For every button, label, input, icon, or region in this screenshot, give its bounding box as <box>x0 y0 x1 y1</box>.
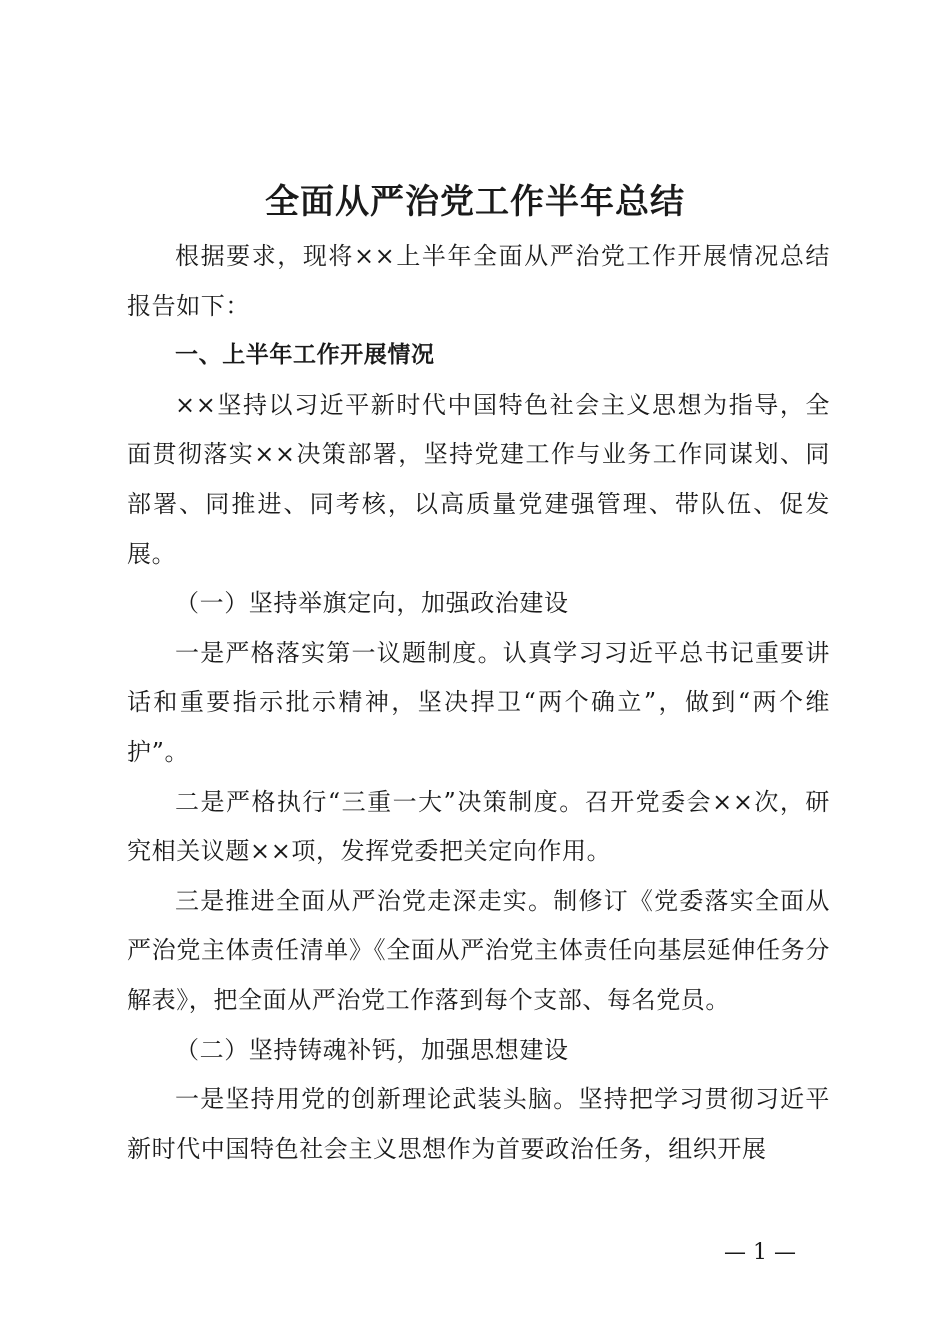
subsection-heading-1: （一）坚持举旗定向，加强政治建设 <box>175 589 569 618</box>
section-heading-1: 一、上半年工作开展情况 <box>175 342 435 369</box>
paragraph-overview: ××坚持以习近平新时代中国特色社会主义思想为指导，全面贯彻落实××决策部署，坚持党建工作与业务工作同谋划、同部署、同推进、同考核，以高质量党建强管理、带队伍、促发展。 <box>127 390 830 568</box>
document-body <box>127 232 830 1174</box>
paragraph-item-4: 一是坚持用党的创新理论武装头脑。坚持把学习贯彻习近平新时代中国特色社会主义思想作为首要政治任务，组织开展 <box>127 1085 830 1163</box>
paragraph-item-2: 二是严格执行“三重一大”决策制度。召开党委会××次，研究相关议题××项，发挥党委把关定向作用。 <box>127 787 830 866</box>
subsection-heading-2: （二）坚持铸魂补钙，加强思想建设 <box>175 1035 569 1064</box>
paragraph-item-1: 一是严格落实第一议题制度。认真学习习近平总书记重要讲话和重要指示批示精神，坚决捍卫“两个确立”，做到“两个维护”。 <box>127 638 830 766</box>
document-title: 全面从严治党工作半年总结 <box>265 182 685 222</box>
page-number: — 1 — <box>724 1240 796 1265</box>
paragraph-item-3: 三是推进全面从严治党走深走实。制修订《党委落实全面从严治党主体责任清单》《全面从严治党主体责任向基层延伸任务分解表》，把全面从严治党工作落到每个支部、每名党员。 <box>127 886 830 1014</box>
paragraph-intro: 根据要求，现将××上半年全面从严治党工作开展情况总结报告如下： <box>127 242 830 320</box>
